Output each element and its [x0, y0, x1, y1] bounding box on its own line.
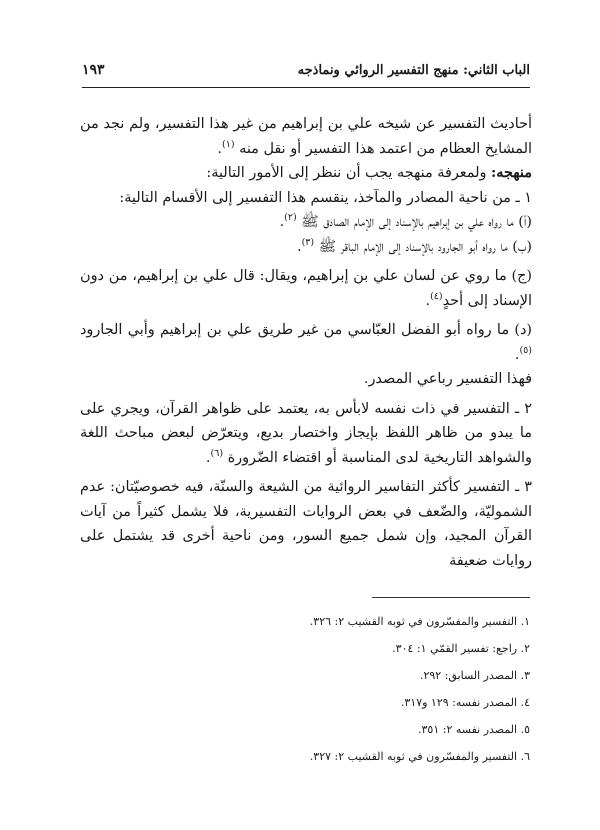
footnote-ref-5: (٥)	[519, 344, 532, 356]
subitem-jim: (ج) ما روي عن لسان علي بن إبراهيم، ويقال: قال علي بن إبراهيم، من دون الإسناد إلى أحدٍ$^{(٤)}$.	[80, 268, 532, 309]
page-number: ١٩٣	[82, 62, 105, 78]
subitem-ba: (ب) ما رواه أبو الجارود بالإسناد إلى الإمام الباقر ﷺ $^{(٣)}$.	[296, 236, 532, 255]
footnote-ref-6: (٦)	[210, 447, 224, 459]
method-label: منهجه:	[490, 164, 532, 181]
footnote-5: ٥. المصدر نفسه ٢: ٣٥١.	[418, 723, 530, 736]
footnote-ref-4: (٤)	[430, 290, 443, 302]
main-text	[80, 112, 532, 573]
running-header	[82, 62, 530, 78]
footnote-4: ٤. المصدر نفسه: ١٢٩ و٣١٧.	[400, 696, 530, 709]
summary-line: فهذا التفسير رباعي المصدر.	[363, 371, 532, 387]
footnote-ref-2: (٢)	[284, 212, 297, 224]
footnote-1: ١. التفسير والمفسّرون في ثوبه القشيب ٢: ٣٢٦.	[309, 615, 530, 628]
item-1: ١ ـ من ناحية المصادر والمآخذ، ينقسم هذا التفسير إلى الأقسام التالية:	[119, 189, 532, 206]
method-heading: منهجه: ولمعرفة منهجه يجب أن ننظر إلى الأمور التالية:	[206, 164, 532, 181]
footnote-ref-1: (١)	[222, 138, 235, 150]
subitem-alef: (أ) ما رواه علي بن إبراهيم بالإسناد إلى الإمام الصادق ﷺ $^{(٢)}$.	[279, 212, 532, 230]
paragraph-intro: أحاديث التفسير عن شيخه علي بن إبراهيم من غير هذا التفسير، ولم نجد من المشايخ العظام من اعتمد هذا التفسير أو نقل منه $^{(١)}$.	[80, 116, 532, 157]
footnote-separator	[372, 597, 530, 598]
header-rule	[82, 87, 530, 88]
footnote-6: ٦. التفسير والمفسّرون في ثوبه القشيب ٢: ٣٢٧.	[309, 750, 530, 763]
footnote-ref-3: (٣)	[301, 236, 315, 248]
item-2: ٢ ـ التفسير في ذات نفسه لابأس به، يعتمد على ظواهر القرآن، ويجري على ما يبدو من ظاهر اللفظ بإيجاز واختصار بديع، ويتعرّض لبعض مباحث اللغة والشواهد التاريخية لدى المناسبة أو اقتضاء الضّرورة $^{(٦)}$.	[80, 400, 532, 466]
footnote-2: ٢. راجع: تفسير القمّي ١: ٣٠٤.	[392, 642, 530, 655]
footnote-3: ٣. المصدر السابق: ٢٩٢.	[419, 669, 530, 682]
item-3: ٣ ـ التفسير كأكثر التفاسير الروائية من الشيعة والسنّة، فيه خصوصيّتان: عدم الشموليّة، والضّعف في بعض الروايات التفسيرية، فلا يشمل كثيراً من آيات القرآن المجيد، وإن شمل جميع السور، ومن ناحية أخرى قد يشتمل على روايات ضعيفة	[80, 479, 532, 569]
footnotes-list	[120, 608, 530, 770]
subitem-dal: (د) ما رواه أبو الفضل العبّاسي من غير طريق علي بن إبراهيم وأبي الجارود $^{(٥)}$.	[80, 322, 532, 363]
chapter-title: الباب الثاني: منهج التفسير الروائي ونماذجه	[297, 63, 530, 78]
